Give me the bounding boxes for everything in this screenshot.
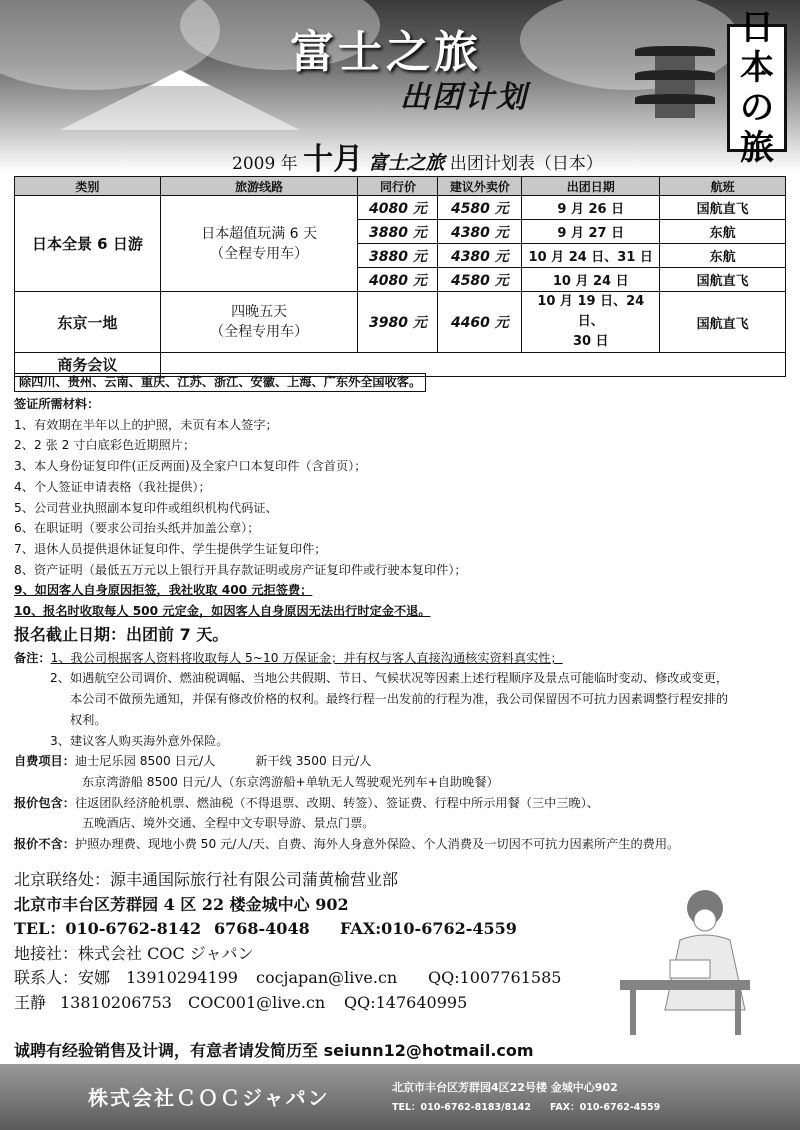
schedule-table (14, 176, 786, 377)
deposit-note: 10、报名时收取每人 500 元定金，如因客人自身原因无法出行时定金不退。 (14, 604, 431, 619)
list-item: 5、公司营业执照副本复印件或组织机构代码证、 (14, 500, 278, 515)
remark-1: 1、我公司根据客人资料将收取每人 5~10 万保证金；并有权与客人直接沟通核实资料真实性； (50, 650, 563, 665)
header-banner (0, 0, 800, 172)
registration-deadline: 报名截止日期：出团前 7 天。 (14, 624, 229, 644)
banner-subtitle: 出团计划 (400, 80, 528, 115)
table-row: 3880 元 4380 元 9 月 27 日 东航 (15, 220, 786, 244)
category-cell: 东京一地 (15, 292, 161, 353)
local-agency: 地接社：株式会社 COC ジャパン (14, 943, 254, 963)
japan-travel-stamp: 日 本 の 旅 (727, 24, 787, 152)
office-name: 北京联络处：源丰通国际旅行社有限公司蒲黄榆营业部 (14, 870, 399, 889)
region-notice: 除四川、贵州、云南、重庆、江苏、浙江、安徽、上海、广东外全国收客。 (14, 373, 426, 392)
list-item: 4、个人签证申请表格（我社提供）； (14, 479, 211, 494)
list-item: 7、退休人员提供退休证复印件、学生提供学生证复印件； (14, 541, 327, 556)
email-link[interactable]: cocjapan@live.cn (256, 968, 398, 988)
category-cell: 商务会议 (15, 353, 161, 377)
route-cell: 日本超值玩满 6 天 （全程专用车） (160, 196, 358, 292)
list-item: 8、资产证明（最低五万元以上银行开具存款证明或房产证复印件或行驶本复印件）； (14, 562, 467, 577)
schedule-heading: 2009 年 十月 富士之旅 出团计划表（日本） (232, 142, 603, 172)
category-cell: 日本全景 6 日游 (15, 196, 161, 292)
table-row: 4080 元 4580 元 10 月 24 日 国航直飞 (15, 268, 786, 292)
email-link[interactable]: COC001@live.cn (188, 992, 326, 1012)
footer-bar (0, 1064, 800, 1130)
refusal-fee-note: 9、如因客人自身原因拒签，我社收取 400 元拒签费； (14, 583, 313, 598)
list-item: 2、2 张 2 寸白底彩色近期照片； (14, 438, 196, 453)
table-header-row: 类别 旅游线路 同行价 建议外卖价 出团日期 航班 (15, 177, 786, 196)
pagoda-graphic (630, 40, 720, 130)
list-item: 3、本人身份证复印件(正反两面)及全家户口本复印件（含首页）； (14, 459, 367, 474)
banner-title: 富士之旅 (290, 27, 482, 78)
list-item: 6、在职证明（要求公司抬头纸并加盖公章）； (14, 521, 260, 536)
footer-company-name: 株式会社ＣＯＣジャパン (88, 1086, 330, 1110)
table-row: 3880 元 4380 元 10 月 24 日、31 日 东航 (15, 244, 786, 268)
visa-title: 签证所需材料： (14, 397, 100, 411)
remark-2: 2、如遇航空公司调价、燃油税调幅、当地公共假期、节日、气候状况等因素上述行程顺序及景点可能临时变动、修改或变更， (50, 671, 729, 686)
geisha-writing-illustration (610, 880, 790, 1050)
table-row: 东京一地 四晚五天 （全程专用车） 3980 元 4460 元 10 月 19 日、24 日、 30 日 国航直飞 (15, 292, 786, 353)
remark-3: 3、建议客人购买海外意外保险。 (50, 733, 229, 748)
office-address: 北京市丰台区芳群园 4 区 22 楼金城中心 902 (14, 894, 349, 914)
route-cell: 四晚五天 （全程专用车） (160, 292, 358, 353)
list-item: 1、有效期在半年以上的护照，未页有本人签字； (14, 417, 278, 432)
terms-section: 除四川、贵州、云南、重庆、江苏、浙江、安徽、上海、广东外全国收客。 签证所需材料： 1、有效期在半年以上的护照，未页有本人签字； 2、2 张 2 寸白底彩色近期照片； 3、本人身份证复印件(正反两面)及全家户口本复印件（含首页）； 4、个人签证申请表格（我社提供）； 5、公司营业执照副本复印件或组织机构代码证、 6、在职证明（要求公司抬头纸并加盖公章）； 7、退休人员提供退休证复印件、学生提供学生证复印件； 8、资产证明（最低五万元以上银行开具存款证明或房产证复印件或行驶本复印件）； 9、如因客人自身原因拒签，我社收取 400 元拒签费； 10、报名时收取每人 500 元定金，如因客人自身原因无法出行时定金不退。 报名截止日期：出团前 7 天。 备注：1、我公司根据客人资料将收取每人 5~10 万保证金；并有权与客人直接沟通核实资料真实性； 2、如遇航空公司调价、燃油税调幅、当地公共假期、节日、气候状况等因素上述行程顺序及景点可能临时变动、修改或变更， 本公司不做预先通知，并保有修改价格的权利。最终行程一出发前的行程为准，我公司保留因不可抗力因素调整行程安排的 权利。 3、建议客人购买海外意外保险。 自费项目：迪士尼乐园 8500 日元/人 新干线 3500 日元/人 东京湾游船 8500 日元/人（东京湾游船+单轨无人驾驶观光列车+自助晚餐） 报价包含：往返团队经济舱机票、燃油税（不得退票、改期、转签）、签证费、行程中所示用餐（三中三晚）、 五晚酒店、境外交通、全程中文专职导游、景点门票。 报价不含：护照办理费、现地小费 50 元/人/天、自费、海外人身意外保险、个人消费及一切因不可抗力因素所产生的费用。 (14, 372, 792, 855)
footer-address: 北京市丰台区芳群园4区22号楼 金城中心902 TEL：010-6762-8183/8142 FAX：010-6762-4559 (392, 1081, 661, 1113)
contact-section: 北京联络处：源丰通国际旅行社有限公司蒲黄榆营业部 北京市丰台区芳群园 4 区 22 楼金城中心 902 TEL：010-6762-8142 6768-4048 FAX:010-6762-4559 地接社：株式会社 COC ジャパン 联系人：安娜 13910294199 cocjapan@live.cn QQ:1007761585 王静 13810206753 COC001@live.cn QQ:147640995 (14, 868, 614, 1016)
table-row: 日本全景 6 日游 日本超值玩满 6 天 （全程专用车） 4080 元 4580 元 9 月 26 日 国航直飞 (15, 196, 786, 220)
recruit-notice: 诚聘有经验销售及计调，有意者请发简历至 seiunn12@hotmail.com (14, 1041, 534, 1060)
